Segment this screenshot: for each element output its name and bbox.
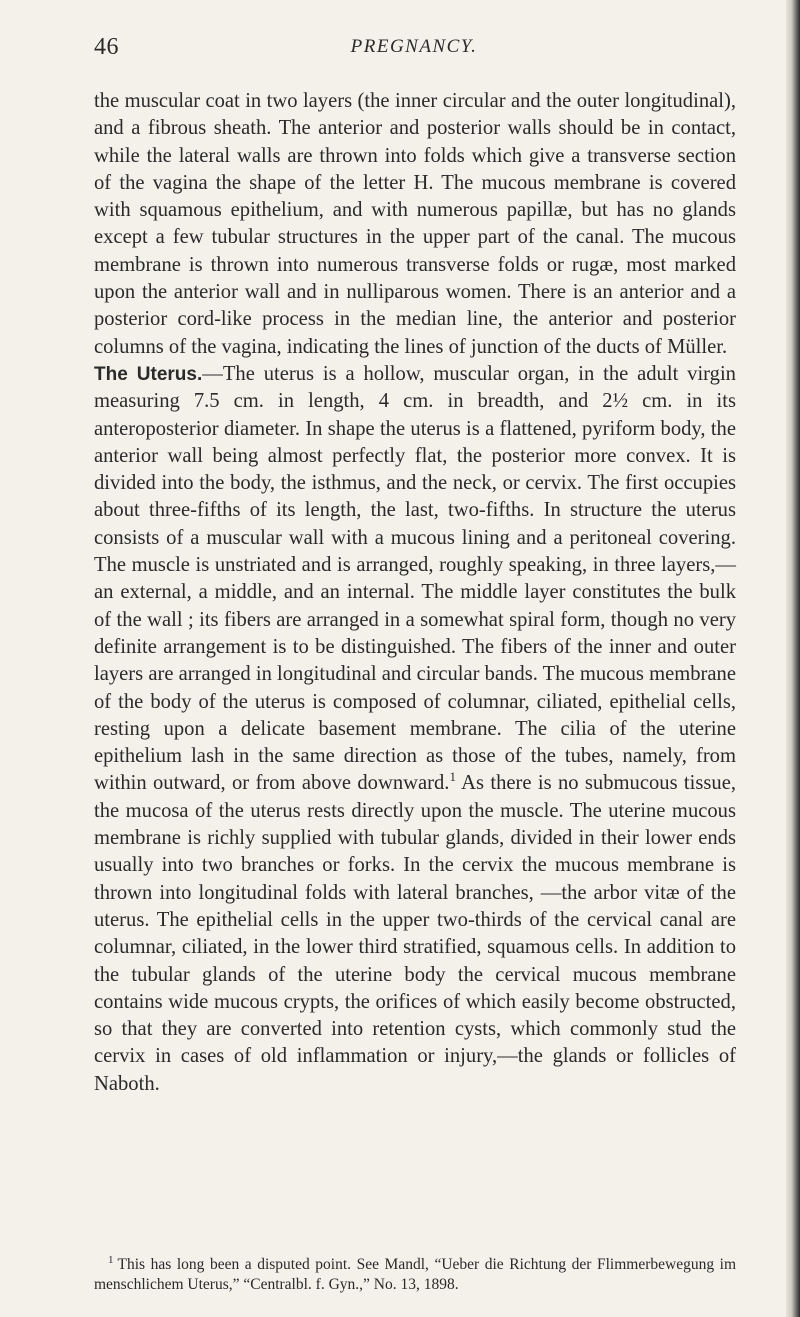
paragraph-uterus-text-1: —The uterus is a hollow, muscular organ, in the adult virgin measuring 7.5 cm. in length, 4 cm. in breadth, and 2½ cm. in its anteroposterior diameter. In shape the uterus is a flattened, pyriform body, the anterior wall being almost perfectly flat, the posterior more convex. It is divided into the body, the isthmus, and the neck, or cervix. The first occupies about three-fifths of its length, the last, two-fifths. In structure the uterus consists of a muscular wall with a mucous lining and a peritoneal covering. The muscle is unstriated and is arranged, roughly speaking, in three layers,—an external, a middle, and an internal. The middle layer constitutes the bulk of the wall ; its fibers are arranged in a somewhat spiral form, though no very definite arrangement is to be distinguished. The fibers of the inner and outer layers are arranged in longitudinal and circular bands. The mucous membrane of the body of the uterus is composed of columnar, ciliated, epithelial cells, resting upon a delicate basement membrane. The cilia of the uterine epithelium lash in the same direction as those of the tubes, namely, from within outward, or from above downward. [94,362,736,795]
page-number: 46 [94,34,119,60]
footnote-number: 1 [108,1253,114,1266]
page-binding-edge [786,0,800,1317]
paragraph-vagina: the muscular coat in two layers (the inner circular and the outer longitudinal), and a fibrous sheath. The anterior and posterior walls should be in contact, while the lateral walls are thrown into folds which give a transverse section of the vagina the shape of the letter H. The mucous membrane is covered with squamous epithelium, and with numerous papillæ, but has no glands except a few tubular structures in the upper part of the canal. The mucous membrane is thrown into numerous transverse folds or rugæ, most marked upon the anterior wall and in nulliparous women. There is an anterior and a posterior cord-like process in the median line, the anterior and posterior columns of the vagina, indicating the lines of junction of the ducts of Müller. [94,90,736,358]
paragraph-uterus-text-2: As there is no submucous tissue, the mucosa of the uterus rests directly upon the muscle. The uterine mucous membrane is richly supplied with tubular glands, divided in their lower ends usually into two branches or forks. In the cervix the mucous membrane is thrown into longitudinal folds with lateral branches, —the arbor vitæ of the uterus. The epithelial cells in the upper two-thirds of the cervical canal are columnar, ciliated, in the lower third stratified, squamous cells. In addition to the tubular glands of the uterine body the cervical mucous membrane contains wide mucous crypts, the orifices of which easily become obstructed, so that they are converted into retention cysts, which commonly stud the cervix in cases of old inflammation or injury,—the glands or follicles of Naboth. [94,772,736,1095]
footnote-reference[interactable]: 1 [449,769,456,785]
footnote-text: This has long been a disputed point. See Mandl, “Ueber die Richtung der Flimmerbewegung im menschlichem Uterus,” “Centralbl. f. Gyn.,” No. 13, 1898. [94,1256,736,1293]
section-heading: The Uterus. [94,363,203,385]
page-header [94,34,734,64]
running-head: PREGNANCY. [350,36,478,57]
paragraph-uterus [94,361,736,1098]
footnote [94,1255,736,1295]
body-text [94,88,736,1098]
